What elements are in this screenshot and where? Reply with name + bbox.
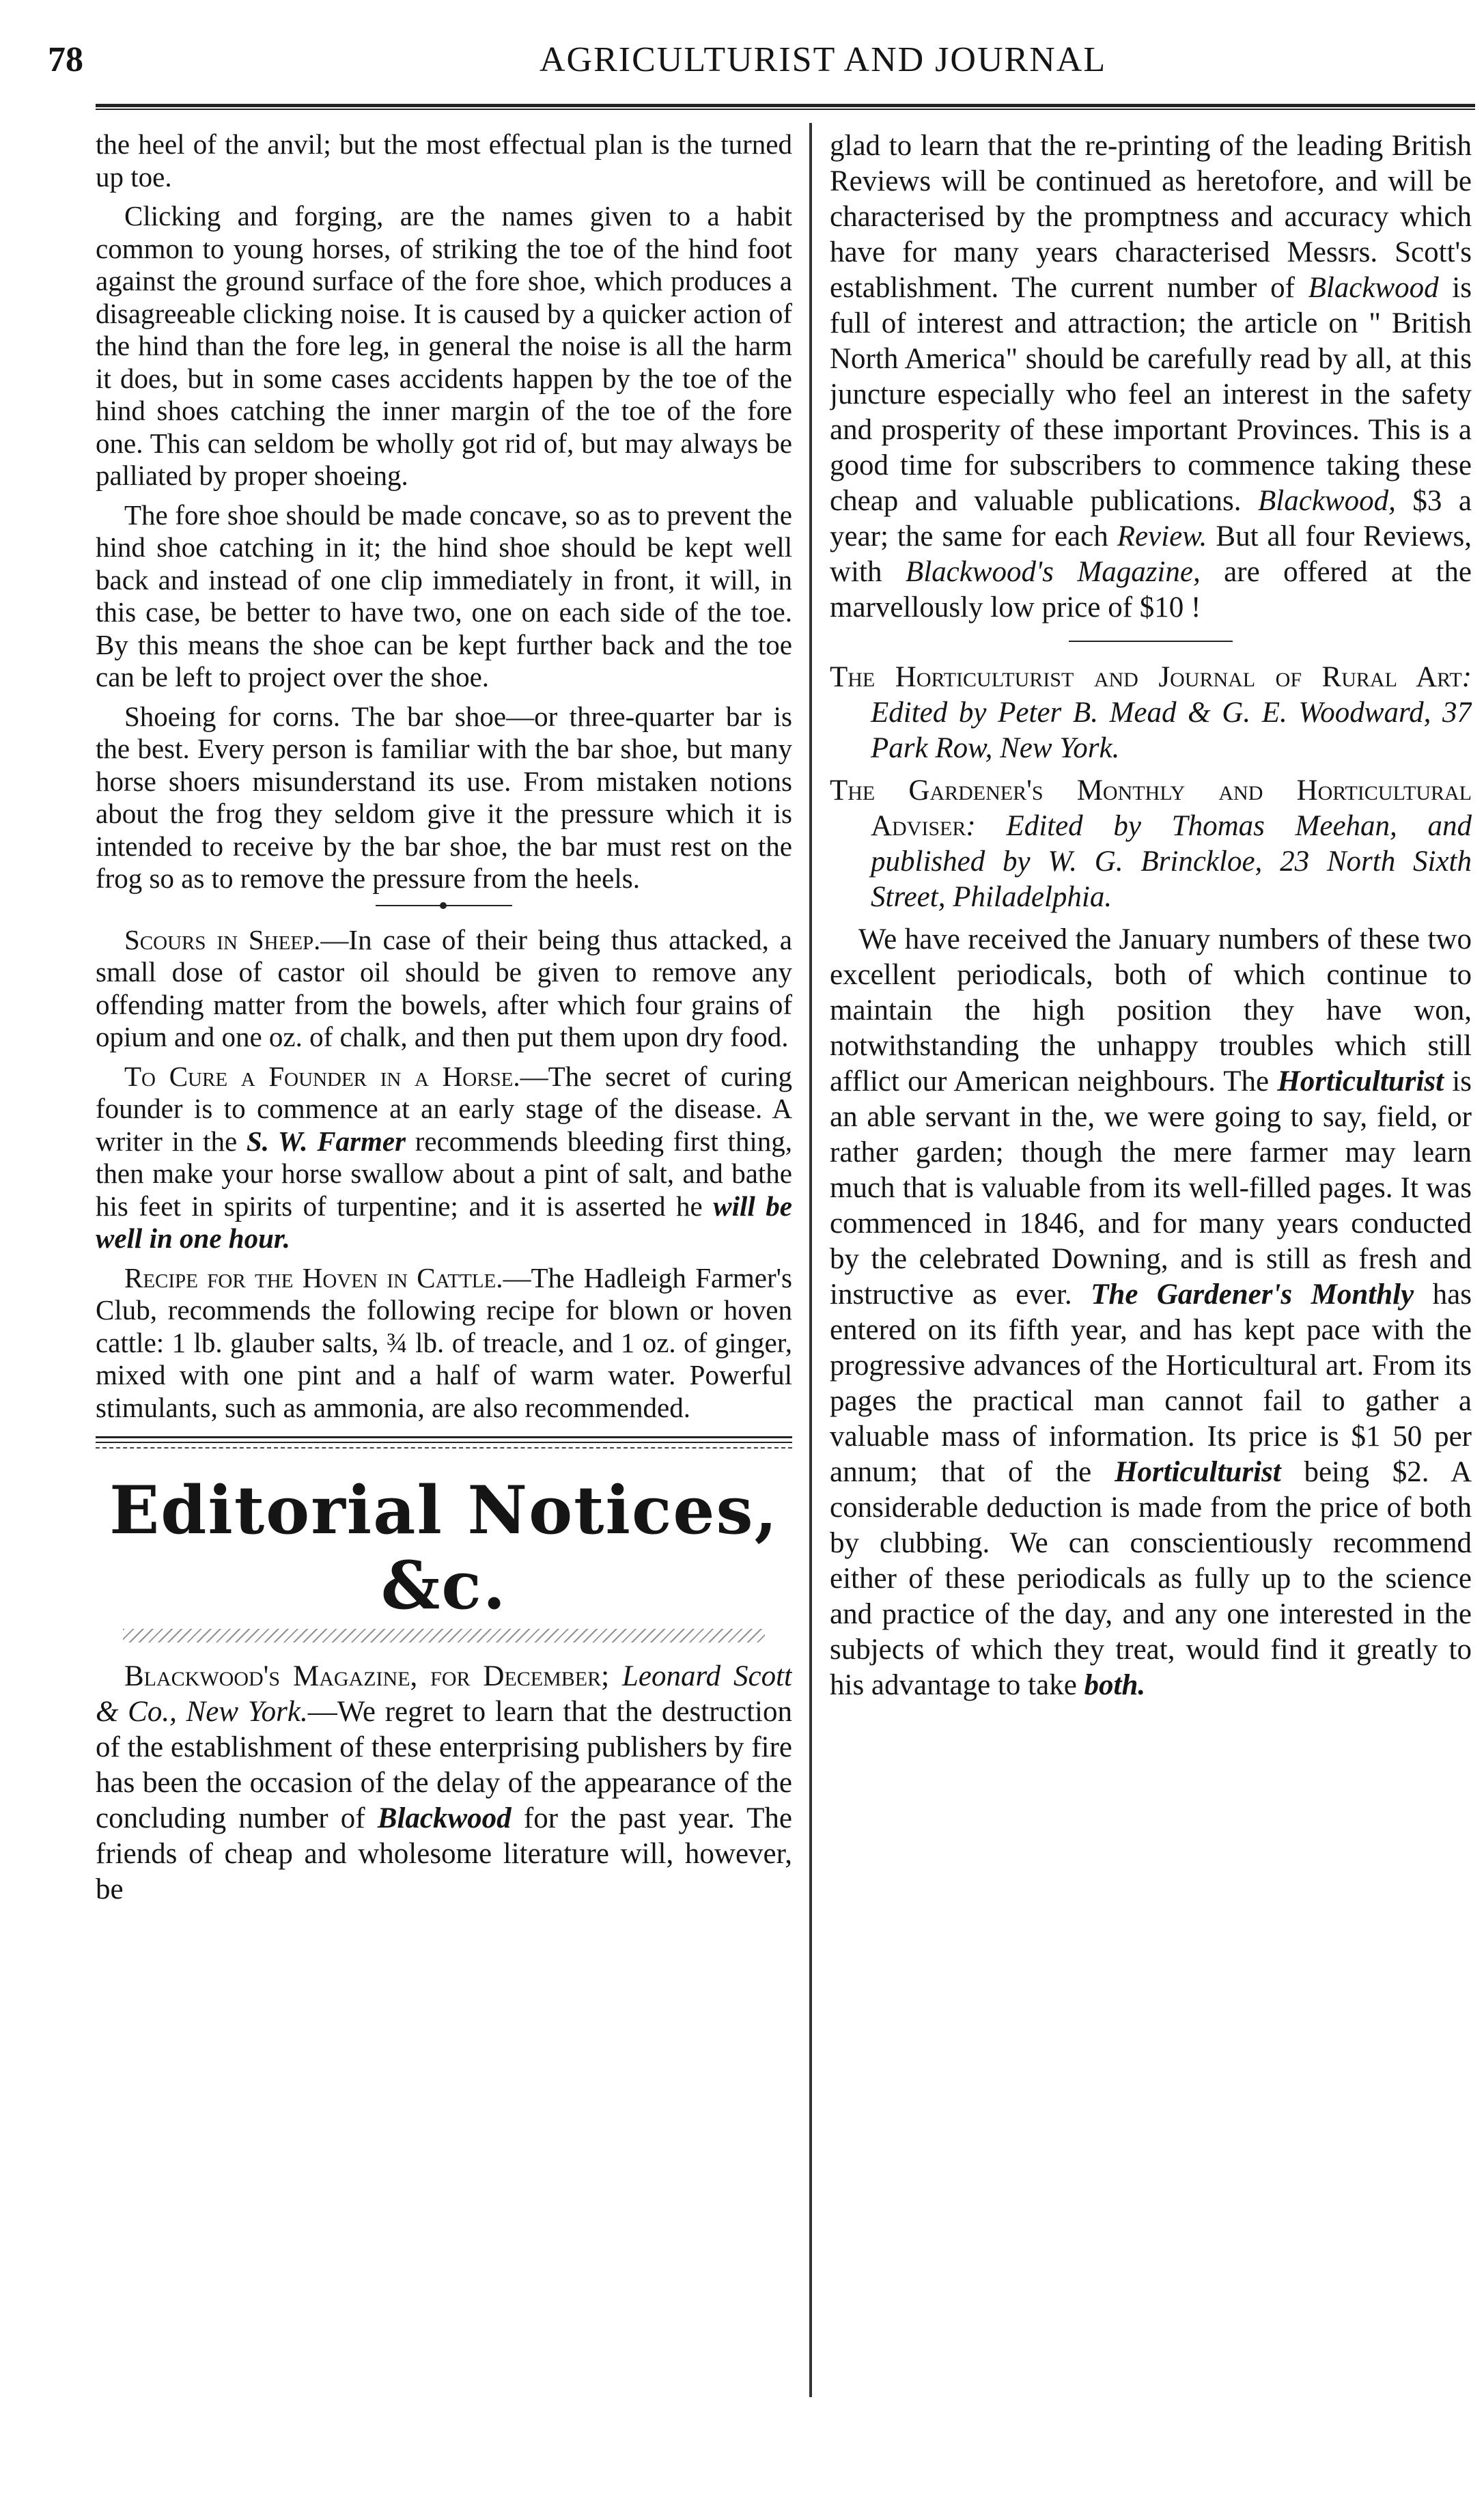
paragraph-glad <box>830 128 1472 626</box>
received-both: both. <box>1084 1669 1146 1701</box>
received-gardeners-monthly: The Gardener's Monthly <box>1091 1278 1414 1311</box>
blackwood-heading: Blackwood's Magazine, for December; <box>124 1660 610 1692</box>
glad-magazine: Blackwood's Magazine, <box>905 556 1201 588</box>
horticulturist-editor: : Edited by Peter B. Mead & G. E. Woodward, 37 Park Row, New York. <box>871 661 1472 764</box>
glad-blackwood: Blackwood <box>1308 272 1439 304</box>
scours-text: —In case of their being thus attacked, a small dose of castor oil should be given to remove any offending matter from the bowels, after which four grains of opium and one oz. of chalk, and then put them upon dry food. <box>96 923 792 1052</box>
left-column <box>96 128 792 2464</box>
blackwood-text-2: for the past year. The friends of cheap and wholesome literature will, however, be <box>96 1802 792 1905</box>
gardeners-monthly-title: The Gardener's Monthly and Horticultural Adviser <box>830 774 1472 842</box>
glad-review: Review. <box>1117 520 1207 552</box>
paragraph-fore-shoe: The fore shoe should be made concave, so as to prevent the hind shoe catching in it; the hind shoe should be kept well back and instead of one clip immediately in front, it will, in this case, be better to have two, one on each side of the toe. By this means the shoe can be kept further back and the toe can be left to project over the shoe. <box>96 499 792 693</box>
glad-text-4: But all four Reviews, with <box>830 520 1472 588</box>
page-number: 78 <box>48 40 83 79</box>
paragraph-heel: the heel of the anvil; but the most effectual plan is the turned up toe. <box>96 128 792 193</box>
glad-text-5: are offered at the marvellously low price of $10 ! <box>830 556 1472 624</box>
section-title: Editorial Notices, &c. <box>109 1472 779 1624</box>
glad-blackwood-2: Blackwood, <box>1258 485 1396 517</box>
page-header <box>48 27 1455 89</box>
horticulturist-title: The Horticulturist and Journal of Rural Art <box>830 661 1462 693</box>
ornamental-divider <box>376 902 512 909</box>
blackwood-text-1: —We regret to learn that the destruction of the establishment of these enterprising publishers by fire has been the occasion of the delay of the appearance of the concluding number of <box>96 1696 792 1834</box>
blackwood-publisher: Leonard Scott & Co., New York. <box>96 1660 792 1728</box>
glad-text-3: $3 a year; the same for each <box>830 485 1472 552</box>
short-rule <box>1069 641 1233 642</box>
founder-emphasis: will be well in one hour. <box>96 1190 792 1254</box>
section-dash-rule <box>96 1447 792 1449</box>
received-horticulturist: Horticulturist <box>1277 1065 1444 1097</box>
received-text-3: has entered on its fifth year, and has kept pace with the progressive advances of the Horticultural art. From its pages the practical man cannot fail to gather a valuable mass of information. Its price is $1 50 per annum; that of the <box>830 1278 1472 1488</box>
paragraph-clicking: Clicking and forging, are the names given to a habit common to young horses, of striking the toe of the hind foot against the ground surface of the fore shoe, which produces a disagreeable clicking noise. It is caused by a quicker action of the hind than the fore leg, in general the noise is all the harm it does, but in some cases accidents happen by the toe of the hind shoes catching the inner margin of the toe of the fore one. This can seldom be wholly got rid of, but may always be palliated by proper shoeing. <box>96 200 792 491</box>
received-horticulturist-2: Horticulturist <box>1114 1456 1281 1488</box>
scours-heading: Scours in Sheep. <box>124 923 321 955</box>
received-text-1: We have received the January numbers of these two excellent periodicals, both of which continue to maintain the high position they have won, notwithstanding the unhappy troubles which still afflict our American neighbours. The <box>830 923 1472 1097</box>
entry-gardeners-monthly <box>830 773 1472 915</box>
paragraph-founder <box>96 1061 792 1255</box>
blackwood-name: Blackwood <box>377 1802 512 1834</box>
running-head: AGRICULTURIST AND JOURNAL <box>540 40 1107 79</box>
glad-text-1: glad to learn that the re-printing of the leading British Reviews will be continued as heretofore, and will be characterised by the promptness and accuracy which have for many years characterised Messrs. Scott's establishment. The current number of <box>830 130 1472 304</box>
column-divider <box>809 123 812 2397</box>
wavy-rule <box>123 1629 765 1642</box>
hoven-heading: Recipe for the Hoven in Cattle. <box>124 1261 503 1293</box>
founder-text-1: —The secret of curing founder is to commence at an early stage of the disease. A writer in the <box>96 1060 792 1157</box>
paragraph-scours <box>96 924 792 1054</box>
paragraph-blackwood <box>96 1659 792 1907</box>
paragraph-corns: Shoeing for corns. The bar shoe—or three-quarter bar is the best. Every person is familiar with the bar shoe, but many horse shoers misunderstand its use. From mistaken notions about the frog they seldom give it the pressure which it is intended to receive by the bar shoe, the bar must rest on the frog so as to remove the pressure from the heels. <box>96 700 792 894</box>
founder-heading: To Cure a Founder in a Horse. <box>124 1060 520 1092</box>
hoven-text: —The Hadleigh Farmer's Club, recommends the following recipe for blown or hoven cattle: 1 lb. glauber salts, ¾ lb. of treacle, and 1 oz. of ginger, mixed with one pint and a half of warm water. Powerful stimulants, such as ammonia, are also recommended. <box>96 1261 792 1423</box>
received-text-4: being $2. A considerable deduction is made from the price of both by clubbing. We can conscientiously recommend either of these periodicals as fully up to the science and practice of the day, and any one interested in the subjects of which they treat, would find it greatly to his advantage to take <box>830 1456 1472 1701</box>
founder-source: S. W. Farmer <box>246 1125 406 1157</box>
section-rule <box>96 1436 792 1443</box>
founder-text-2: recommends bleeding first thing, then make your horse swallow about a pint of salt, and bathe his feet in spirits of turpentine; and it is asserted he <box>96 1125 792 1222</box>
entry-horticulturist <box>830 660 1472 766</box>
glad-text-2: is full of interest and attraction; the article on " British North America" should be carefully read by all, at this juncture especially who feel an interest in the safety and prosperity of these important Provinces. This is a good time for subscribers to commence taking these cheap and valuable publications. <box>830 272 1472 517</box>
paragraph-hoven <box>96 1262 792 1425</box>
right-column <box>830 128 1472 2464</box>
received-text-2: is an able servant in the, we were going to say, field, or rather garden; though the mere farmer may learn much that is valuable from its well-filled pages. It was commenced in 1846, and for many years conducted by the celebrated Downing, and is still as fresh and instructive as ever. <box>830 1065 1472 1311</box>
header-rule <box>96 104 1475 110</box>
gardeners-monthly-editor: : Edited by Thomas Meehan, and published by W. G. Brinckloe, 23 North Sixth Street, Philadelphia. <box>871 810 1472 913</box>
paragraph-received <box>830 922 1472 1703</box>
